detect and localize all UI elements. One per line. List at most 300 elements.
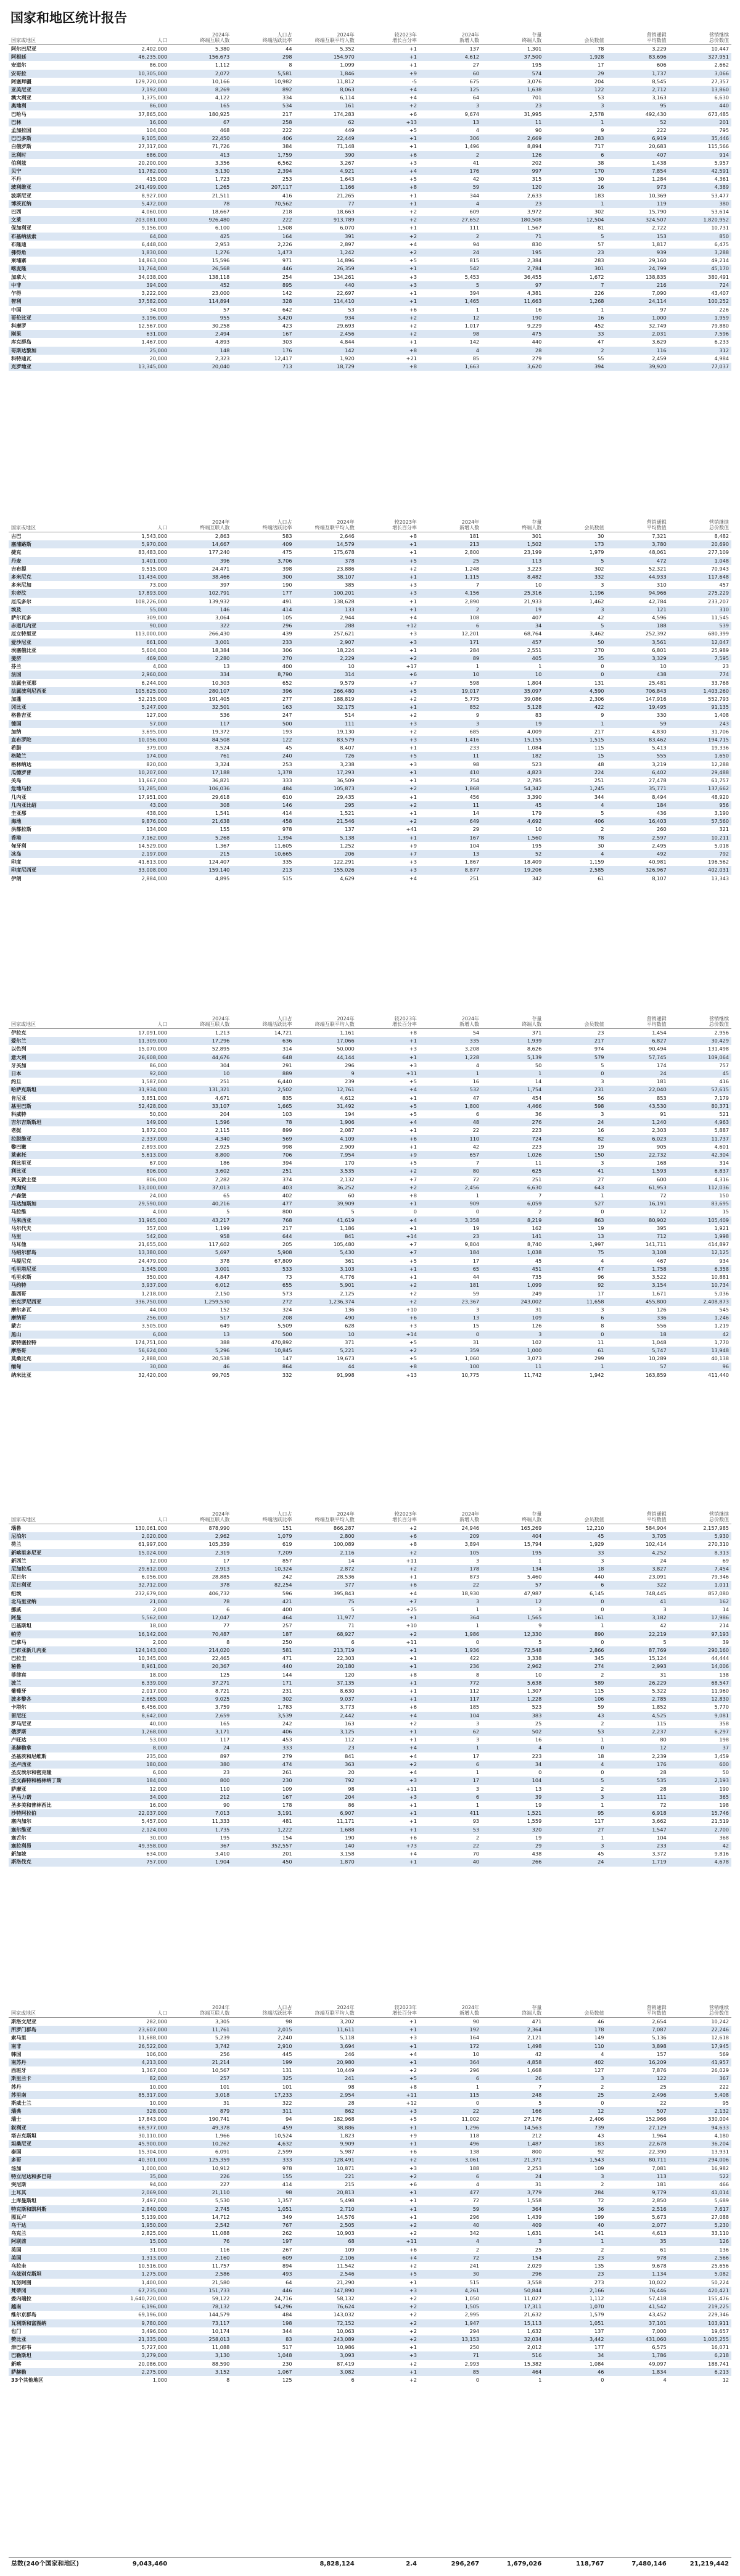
column-header: 2024年 新增人数 — [419, 1015, 482, 1029]
value-cell: +12 — [357, 2099, 419, 2107]
value-cell: 841 — [295, 1752, 357, 1761]
value-cell: 4,692 — [482, 817, 544, 825]
value-cell: 477 — [232, 1200, 294, 1208]
value-cell: 23,607,000 — [107, 2026, 170, 2034]
country-name-cell: 塞拉利昂 — [9, 1842, 107, 1850]
value-cell: 31,492 — [295, 1102, 357, 1110]
value-cell: 3,462 — [544, 630, 606, 638]
value-cell: 30 — [419, 2270, 482, 2278]
column-header: 2024年 终端互联平均人数 — [295, 1015, 357, 1029]
value-cell: 335 — [419, 1037, 482, 1045]
value-cell: 71,726 — [170, 142, 232, 151]
value-cell: 15,794 — [482, 1540, 544, 1548]
table-row — [9, 61, 731, 69]
value-cell: 1,906 — [295, 1118, 357, 1126]
value-cell: 20,200,000 — [107, 159, 170, 167]
value-cell: 2,132 — [669, 2107, 731, 2115]
table-row — [9, 1143, 731, 1151]
value-cell: 254 — [232, 273, 294, 281]
value-cell: 8,721 — [170, 1687, 232, 1695]
value-cell: 142 — [232, 289, 294, 297]
value-cell: 60 — [419, 70, 482, 78]
country-name-cell: 苏里南 — [9, 2091, 107, 2099]
value-cell: 217 — [544, 1037, 606, 1045]
value-cell: 971 — [232, 257, 294, 265]
column-header: 营销继续 总价数值 — [669, 1015, 731, 1029]
value-cell: 3,163 — [607, 94, 669, 102]
value-cell: 154,970 — [295, 53, 357, 61]
country-name-cell: 希腊 — [9, 744, 107, 752]
value-cell: 414,897 — [669, 1241, 731, 1249]
value-cell: 105,625,000 — [107, 687, 170, 695]
value-cell: 368 — [669, 1834, 731, 1842]
value-cell: 181 — [607, 1078, 669, 1086]
value-cell: 36 — [544, 2205, 606, 2213]
value-cell: 4,629 — [295, 875, 357, 883]
value-cell: 12,047 — [170, 1614, 232, 1622]
value-cell: 32,034 — [482, 2335, 544, 2343]
value-cell: 655 — [232, 1281, 294, 1289]
table-row — [9, 654, 731, 663]
value-cell: 322 — [607, 1581, 669, 1589]
value-cell: 9,816 — [669, 1850, 731, 1858]
table-row — [9, 265, 731, 273]
value-cell: 411,440 — [669, 1371, 731, 1379]
table-row — [9, 548, 731, 556]
value-cell: 532 — [419, 1086, 482, 1094]
value-cell: +1 — [357, 2140, 419, 2148]
value-cell: 291 — [232, 1062, 294, 1070]
value-cell: 30 — [544, 842, 606, 850]
value-cell: 2,890 — [419, 598, 482, 606]
value-cell: 18,930 — [419, 1590, 482, 1598]
value-cell: 90 — [170, 1801, 232, 1809]
value-cell: 2,323 — [170, 355, 232, 363]
value-cell: +1 — [357, 1224, 419, 1232]
value-cell: 3,898 — [607, 2042, 669, 2050]
column-header: 人口 — [107, 31, 170, 45]
value-cell: 61 — [607, 2246, 669, 2254]
value-cell: 105,480 — [295, 1241, 357, 1249]
value-cell: 3,208 — [419, 1045, 482, 1053]
value-cell: 3 — [544, 1842, 606, 1850]
value-cell: 2,516 — [607, 2205, 669, 2213]
value-cell: 46 — [170, 1363, 232, 1371]
value-cell: 895 — [232, 281, 294, 289]
value-cell: 21,214 — [170, 2058, 232, 2066]
table-row — [9, 2213, 731, 2221]
table-row — [9, 2042, 731, 2050]
value-cell: 61 — [544, 875, 606, 883]
value-cell: 64 — [419, 94, 482, 102]
value-cell: +2 — [357, 565, 419, 573]
value-cell: 2,785 — [607, 1695, 669, 1703]
value-cell: 1,465 — [419, 297, 482, 305]
value-cell: 47 — [419, 1094, 482, 1102]
table-row — [9, 2140, 731, 2148]
value-cell: 533 — [232, 1265, 294, 1273]
table-row — [9, 2311, 731, 2319]
value-cell: 2,700 — [669, 1826, 731, 1834]
value-cell: 4,590 — [544, 687, 606, 695]
value-cell: 21,638 — [170, 817, 232, 825]
value-cell: 2,745 — [170, 2205, 232, 2213]
table-header-row — [9, 518, 731, 532]
column-header: 人口 — [107, 2004, 170, 2018]
value-cell: 890 — [544, 1630, 606, 1638]
country-name-cell: 布隆迪 — [9, 241, 107, 249]
value-cell: +1 — [357, 2197, 419, 2205]
value-cell: 138 — [419, 2148, 482, 2156]
value-cell: 30 — [544, 175, 606, 183]
value-cell: 477 — [419, 2189, 482, 2197]
value-cell: 3,629 — [607, 338, 669, 346]
country-name-cell: 圭亚那 — [9, 809, 107, 817]
value-cell: 6,448,000 — [107, 241, 170, 249]
value-cell: 1,228 — [482, 1695, 544, 1703]
value-cell: 12 — [669, 2376, 731, 2384]
country-name-cell: 吉尔吉斯斯坦 — [9, 1118, 107, 1126]
value-cell: 37,582,000 — [107, 297, 170, 305]
value-cell: 2,944 — [295, 614, 357, 622]
value-cell: +5 — [357, 2115, 419, 2123]
value-cell: +1 — [357, 1654, 419, 1662]
value-cell: 33,110 — [669, 2229, 731, 2237]
value-cell: 1,770 — [669, 1339, 731, 1347]
value-cell: 2,132 — [295, 1176, 357, 1184]
value-cell: 820,000 — [107, 761, 170, 769]
value-cell: 5,530 — [170, 2197, 232, 2205]
value-cell: 440 — [669, 102, 731, 110]
country-name-cell: 纳米比亚 — [9, 1371, 107, 1379]
value-cell: 154 — [482, 2254, 544, 2262]
value-cell: 6,059 — [482, 1200, 544, 1208]
value-cell: 77,037 — [669, 363, 731, 371]
value-cell: +4 — [357, 1769, 419, 1777]
value-cell: 23,000 — [170, 289, 232, 297]
value-cell: 1,560 — [482, 834, 544, 842]
value-cell: 1,375,000 — [107, 94, 170, 102]
column-header: 较2023年 增长百分率 — [357, 31, 419, 45]
value-cell: 24 — [170, 1744, 232, 1752]
value-cell: +3 — [357, 281, 419, 289]
value-cell: 119 — [607, 200, 669, 208]
table-row — [9, 1842, 731, 1850]
value-cell: 3,202 — [295, 2018, 357, 2026]
value-cell: 3 — [419, 1557, 482, 1565]
value-cell: +2 — [357, 1720, 419, 1728]
table-row — [9, 1817, 731, 1825]
value-cell: 324,507 — [607, 216, 669, 224]
value-cell: 4 — [419, 347, 482, 355]
value-cell: 3,076 — [482, 78, 544, 86]
table-row — [9, 2360, 731, 2368]
table-row — [9, 1086, 731, 1094]
value-cell: 48,920 — [669, 793, 731, 801]
value-cell: 16,142,000 — [107, 1630, 170, 1638]
value-cell: 451 — [482, 1265, 544, 1273]
value-cell: 6,630 — [669, 94, 731, 102]
value-cell: 1,754 — [482, 1086, 544, 1094]
value-cell: 384 — [232, 142, 294, 151]
value-cell: 1,959 — [669, 314, 731, 322]
value-cell: 70,487 — [170, 1630, 232, 1638]
value-cell: 2,784 — [482, 265, 544, 273]
value-cell: 400 — [232, 1606, 294, 1614]
value-cell: 5,673 — [607, 2213, 669, 2221]
value-cell: 2,925 — [170, 1143, 232, 1151]
value-cell: 257,621 — [295, 630, 357, 638]
value-cell: 364 — [419, 2058, 482, 2066]
value-cell: 165 — [170, 1720, 232, 1728]
value-cell: 8 — [170, 1638, 232, 1646]
value-cell: 2,402,000 — [107, 45, 170, 54]
country-name-cell: 印度尼西亚 — [9, 866, 107, 874]
table-row — [9, 289, 731, 297]
value-cell: 137 — [419, 45, 482, 54]
value-cell: 250 — [232, 1638, 294, 1646]
value-cell: 174 — [607, 1062, 669, 1070]
value-cell: 110 — [419, 1135, 482, 1143]
value-cell: 3,066 — [669, 70, 731, 78]
value-cell: 806,000 — [107, 1167, 170, 1175]
value-cell: 378 — [295, 557, 357, 565]
value-cell: 27 — [419, 61, 482, 69]
value-cell: 8,877 — [419, 866, 482, 874]
value-cell: 7 — [419, 581, 482, 589]
value-cell: 440 — [544, 1573, 606, 1581]
country-name-cell: 瓦利斯和富图纳 — [9, 2319, 107, 2327]
value-cell: 455,800 — [607, 1298, 669, 1306]
value-cell: 6,837 — [669, 1167, 731, 1175]
value-cell: 3 — [544, 1557, 606, 1565]
country-name-cell: 吉布提 — [9, 565, 107, 573]
value-cell: 3 — [482, 1331, 544, 1339]
value-cell: 32,501 — [170, 703, 232, 711]
country-name-cell: 哥斯达黎加 — [9, 347, 107, 355]
value-cell: 46,235,000 — [107, 53, 170, 61]
value-cell: 8,313 — [669, 1549, 731, 1557]
value-cell: 6,145 — [544, 1590, 606, 1598]
value-cell: 516 — [482, 2351, 544, 2359]
stats-table-section — [9, 1510, 731, 1867]
value-cell: 72 — [544, 2197, 606, 2205]
value-cell: +3 — [357, 858, 419, 866]
value-cell: 203,081,000 — [107, 216, 170, 224]
value-cell: 142 — [295, 347, 357, 355]
value-cell: 52,215,000 — [107, 695, 170, 703]
value-cell: 3,001 — [170, 638, 232, 646]
value-cell: 5,581 — [232, 70, 294, 78]
table-row — [9, 1167, 731, 1175]
value-cell: 294,006 — [669, 2156, 731, 2164]
value-cell: 136 — [295, 1306, 357, 1314]
table-row — [9, 233, 731, 241]
value-cell: 0 — [544, 663, 606, 671]
value-cell: 12,567,000 — [107, 322, 170, 330]
value-cell: 280,107 — [170, 687, 232, 695]
totals-value: 1,679,026 — [507, 2561, 542, 2567]
value-cell: 251 — [170, 1078, 232, 1086]
value-cell: 334 — [170, 671, 232, 679]
value-cell: 2,000 — [107, 1638, 170, 1646]
value-cell: 523 — [482, 1703, 544, 1711]
value-cell: 4,844 — [295, 338, 357, 346]
value-cell: 333 — [232, 777, 294, 785]
value-cell: 152,966 — [607, 2115, 669, 2123]
value-cell: 22 — [419, 2107, 482, 2115]
value-cell: +2 — [357, 1290, 419, 1298]
table-row — [9, 110, 731, 118]
value-cell: 25 — [419, 557, 482, 565]
value-cell: 598 — [419, 679, 482, 687]
value-cell: 70,562 — [232, 200, 294, 208]
value-cell: 217 — [232, 1224, 294, 1232]
value-cell: 4,381 — [482, 289, 544, 297]
value-cell: 1,467,000 — [107, 338, 170, 346]
totals-value — [170, 2557, 232, 2572]
value-cell: 141 — [482, 1232, 544, 1241]
value-cell: 29,618 — [170, 793, 232, 801]
value-cell: 50 — [482, 1062, 544, 1070]
value-cell: 22,449 — [295, 134, 357, 142]
value-cell: 406,732 — [170, 1590, 232, 1598]
value-cell: 181 — [419, 1281, 482, 1289]
value-cell: 54,296 — [232, 2303, 294, 2311]
value-cell: 260 — [607, 825, 669, 833]
value-cell: 1 — [419, 306, 482, 314]
value-cell: 1,783 — [232, 1703, 294, 1711]
value-cell: 1,737 — [607, 70, 669, 78]
value-cell: 606 — [607, 61, 669, 69]
value-cell: 768 — [232, 1216, 294, 1224]
value-cell: +1 — [357, 1037, 419, 1045]
value-cell: 14,579 — [295, 540, 357, 548]
value-cell: 212 — [482, 2132, 544, 2140]
country-name-cell: 利比里亚 — [9, 1159, 107, 1167]
value-cell: 78 — [170, 200, 232, 208]
value-cell: 6,358 — [669, 1265, 731, 1273]
value-cell: 251 — [544, 777, 606, 785]
value-cell: 185 — [419, 1703, 482, 1711]
value-cell: 2,115 — [170, 1126, 232, 1134]
value-cell: 3,420 — [232, 314, 294, 322]
value-cell: 35,000 — [107, 2173, 170, 2181]
value-cell: 22,040 — [607, 1086, 669, 1094]
value-cell: 446 — [232, 2287, 294, 2295]
value-cell: 2 — [544, 2181, 606, 2189]
value-cell: 864 — [232, 1363, 294, 1371]
value-cell: 251 — [419, 875, 482, 883]
value-cell: 19 — [482, 1801, 544, 1809]
value-cell: 1,439 — [482, 2213, 544, 2221]
value-cell: 151,733 — [170, 2287, 232, 2295]
value-cell: 584,904 — [607, 1524, 669, 1533]
value-cell: 367 — [170, 1842, 232, 1850]
value-cell: 1,017 — [419, 322, 482, 330]
country-name-cell: 留尼汪 — [9, 1712, 107, 1720]
value-cell: +4 — [357, 241, 419, 249]
value-cell: 5,498 — [295, 2197, 357, 2205]
value-cell: 32,175 — [295, 703, 357, 711]
value-cell: +1 — [357, 338, 419, 346]
value-cell: 661,000 — [107, 638, 170, 646]
column-header: 2024年 新增人数 — [419, 31, 482, 45]
value-cell: 10,845 — [232, 1347, 294, 1355]
value-cell: 1 — [544, 1736, 606, 1744]
country-name-cell: 白俄罗斯 — [9, 142, 107, 151]
value-cell: 3 — [544, 581, 606, 589]
value-cell: 310 — [607, 581, 669, 589]
value-cell: 767 — [232, 2221, 294, 2229]
value-cell: 138 — [669, 1671, 731, 1679]
stats-table-section — [9, 2004, 731, 2384]
value-cell: 117 — [544, 1817, 606, 1825]
table-row — [9, 355, 731, 363]
value-cell: 10,022 — [607, 2279, 669, 2287]
value-cell: +2 — [357, 330, 419, 338]
value-cell: 233 — [607, 1842, 669, 1850]
value-cell: 3 — [544, 2074, 606, 2083]
value-cell: 6 — [295, 2376, 357, 2384]
column-header: 营销继续 总价数值 — [669, 31, 731, 45]
value-cell: 10,056,000 — [107, 736, 170, 744]
value-cell: 1,800 — [419, 1102, 482, 1110]
country-name-cell: 布基纳法索 — [9, 233, 107, 241]
value-cell: 23 — [419, 1232, 482, 1241]
value-cell: 374 — [232, 1176, 294, 1184]
value-cell: 69 — [669, 1557, 731, 1565]
value-cell: 648 — [232, 1054, 294, 1062]
table-row — [9, 1598, 731, 1606]
value-cell: 11,545 — [669, 614, 731, 622]
value-cell: 75 — [295, 1598, 357, 1606]
table-row — [9, 2099, 731, 2107]
value-cell: 106 — [544, 1695, 606, 1703]
value-cell: 3,742 — [170, 2042, 232, 2050]
value-cell: 20,690 — [669, 540, 731, 548]
country-name-cell: 德国 — [9, 720, 107, 728]
value-cell: 68,977,000 — [107, 2124, 170, 2132]
value-cell: 1 — [419, 1744, 482, 1752]
value-cell: 65 — [419, 1265, 482, 1273]
value-cell: 41,542 — [607, 2303, 669, 2311]
value-cell: 131 — [544, 679, 606, 687]
value-cell: 1,228 — [419, 1054, 482, 1062]
value-cell: 184 — [419, 1249, 482, 1257]
value-cell: 229,346 — [669, 2311, 731, 2319]
value-cell: 757,000 — [107, 1858, 170, 1866]
value-cell: 1,026 — [482, 1151, 544, 1159]
value-cell: +1 — [357, 2018, 419, 2026]
value-cell: 302 — [544, 565, 606, 573]
value-cell: 23,886 — [295, 565, 357, 573]
value-cell: 33 — [544, 330, 606, 338]
value-cell: 115 — [607, 1720, 669, 1728]
value-cell: 8 — [232, 61, 294, 69]
column-header: 存量 终端人数 — [482, 2004, 544, 2018]
value-cell: 3,267 — [295, 159, 357, 167]
value-cell: 37,013 — [170, 1184, 232, 1192]
value-cell: 1,834 — [607, 2368, 669, 2376]
value-cell: 352,557 — [232, 1842, 294, 1850]
value-cell: 0 — [544, 1331, 606, 1339]
value-cell: 97,193 — [669, 1630, 731, 1638]
value-cell: 396 — [170, 557, 232, 565]
value-cell: 9,876,000 — [107, 817, 170, 825]
value-cell: 17,986 — [669, 1614, 731, 1622]
value-cell: 146 — [170, 606, 232, 614]
